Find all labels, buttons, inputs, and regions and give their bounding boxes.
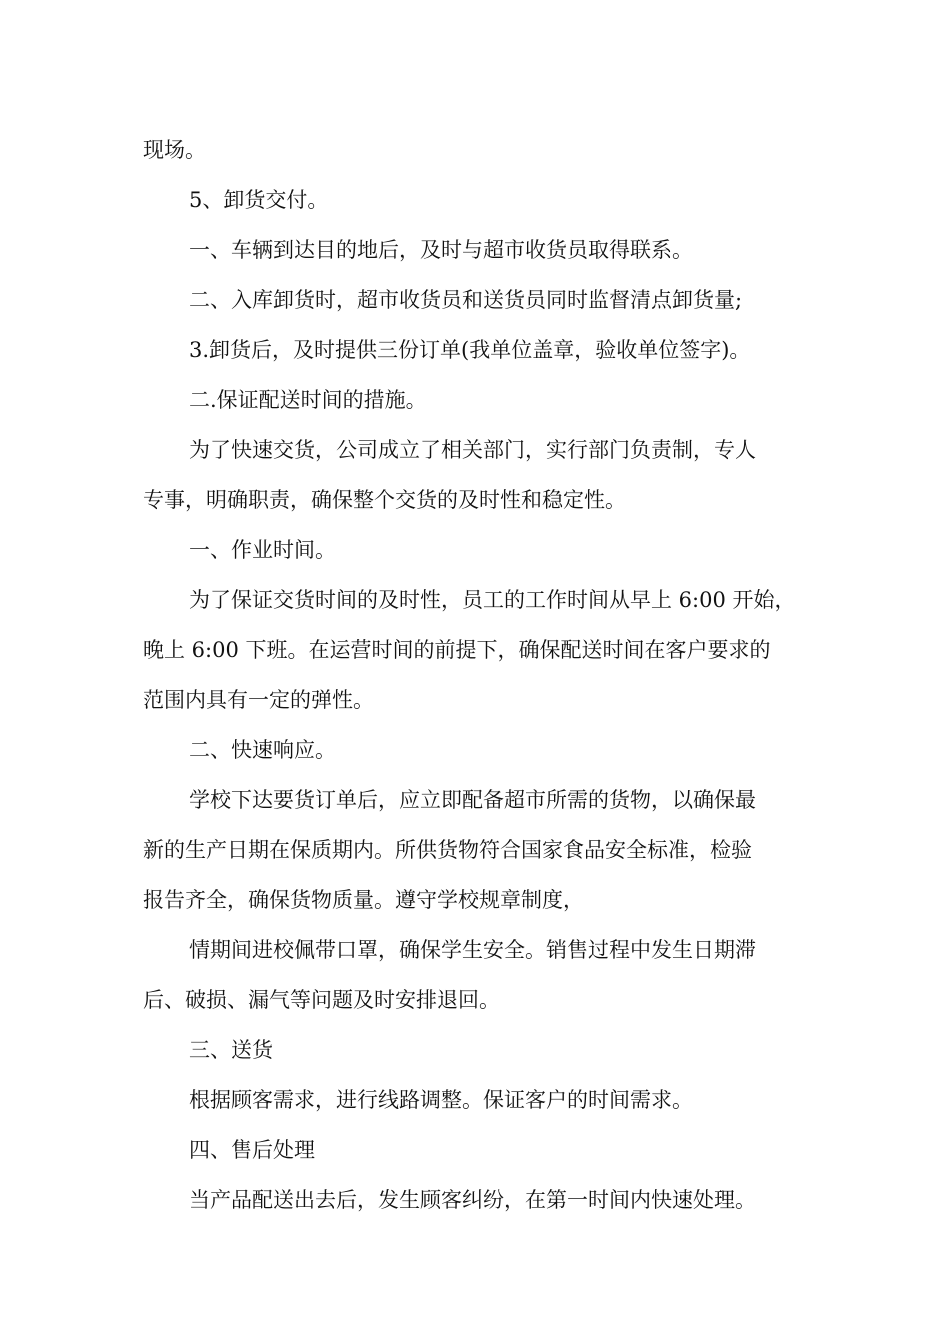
paragraph-line: 新的生产日期在保质期内。所供货物符合国家食品安全标准，检验 bbox=[143, 838, 752, 862]
paragraph-line: 晚上 6:00 下班。在运营时间的前提下，确保配送时间在客户要求的 bbox=[143, 638, 771, 662]
paragraph-text: 根据顾客需求，进行线路调整。保证客户的时间需求。 bbox=[189, 1088, 693, 1112]
paragraph-line: 后、破损、漏气等问题及时安排退回。 bbox=[143, 988, 500, 1012]
paragraph-text: 当产品配送出去后，发生顾客纠纷，在第一时间内快速处理。 bbox=[189, 1188, 756, 1212]
section-heading: 三、送货 bbox=[189, 1038, 273, 1062]
paragraph-text: 现场。 bbox=[143, 138, 206, 162]
paragraph-line: 学校下达要货订单后，应立即配备超市所需的货物，以确保最 bbox=[189, 788, 756, 812]
list-item: 一、车辆到达目的地后，及时与超市收货员取得联系。 bbox=[189, 238, 693, 262]
section-heading: 一、作业时间。 bbox=[189, 538, 336, 562]
paragraph-line: 专事，明确职责，确保整个交货的及时性和稳定性。 bbox=[143, 488, 626, 512]
section-heading: 5、卸货交付。 bbox=[189, 188, 329, 212]
list-item: 二、入库卸货时，超市收货员和送货员同时监督清点卸货量; bbox=[189, 288, 743, 312]
paragraph-line: 为了快速交货，公司成立了相关部门，实行部门负责制，专人 bbox=[189, 438, 756, 462]
paragraph-line: 范围内具有一定的弹性。 bbox=[143, 688, 374, 712]
paragraph-line: 报告齐全，确保货物质量。遵守学校规章制度， bbox=[143, 888, 584, 912]
paragraph-line: 情期间进校佩带口罩，确保学生安全。销售过程中发生日期滞 bbox=[189, 938, 756, 962]
paragraph-line: 为了保证交货时间的及时性，员工的工作时间从早上 6:00 开始， bbox=[189, 588, 796, 612]
section-heading: 二、快速响应。 bbox=[189, 738, 336, 762]
section-heading: 二.保证配送时间的措施。 bbox=[189, 388, 427, 412]
list-item: 3.卸货后，及时提供三份订单(我单位盖章，验收单位签字)。 bbox=[189, 338, 751, 362]
section-heading: 四、售后处理 bbox=[189, 1138, 315, 1162]
